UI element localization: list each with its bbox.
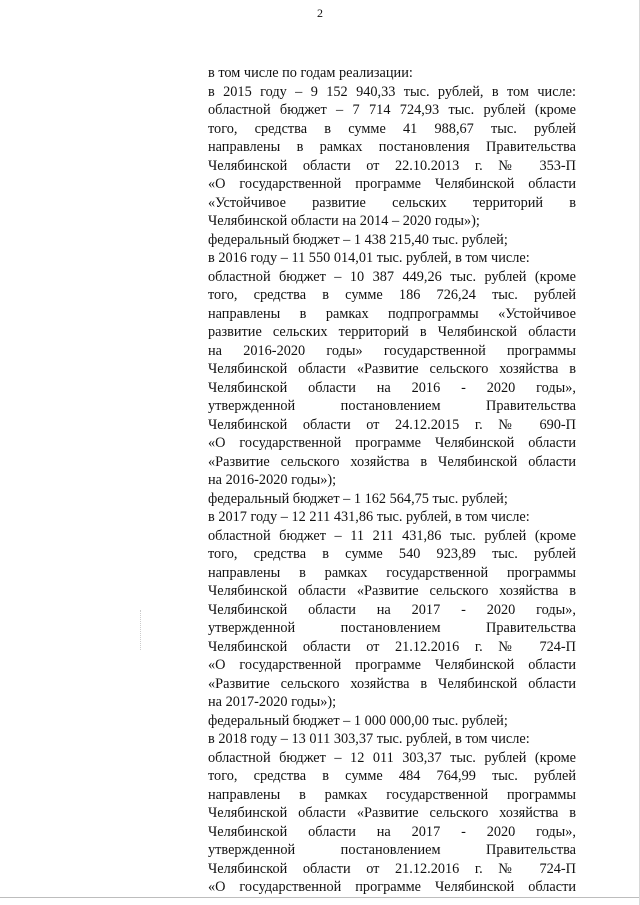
text-line: на 2016-2020 годы»); <box>208 472 337 488</box>
text-line: «Развитие сельского хозяйства в Челябинской области <box>208 453 576 470</box>
text-line: «Развитие сельского хозяйства в Челябинской области <box>208 675 576 692</box>
text-line: «О государственной программе Челябинской области <box>208 879 576 895</box>
text-line: в 2018 году – 13 011 303,37 тыс. рублей, в том числе: <box>208 731 530 747</box>
text-line: федеральный бюджет – 1 162 564,75 тыс. рублей; <box>208 490 508 507</box>
text-line: Челябинской области на 2014 – 2020 годы»); <box>208 213 480 229</box>
text-line: Челябинской области от 21.12.2016 г. № 724-П <box>208 860 576 877</box>
text-line: развитие сельских территорий в Челябинской области <box>208 324 576 340</box>
text-line: направлены в рамках государственной программы <box>208 564 576 581</box>
text-line: «О государственной программе Челябинской области <box>208 435 576 451</box>
text-line: областной бюджет – 10 387 449,26 тыс. рублей (кроме <box>208 268 576 285</box>
text-line: в 2016 году – 11 550 014,01 тыс. рублей, в том числе: <box>208 250 530 266</box>
text-line: Челябинской области «Развитие сельского хозяйства в <box>208 361 576 377</box>
text-line: в 2017 году – 12 211 431,86 тыс. рублей, в том числе: <box>208 509 530 525</box>
text-line: Челябинской области от 22.10.2013 г. № 353-П <box>208 157 576 174</box>
text-line: Челябинской области от 21.12.2016 г. № 724-П <box>208 638 576 655</box>
text-line: направлены в рамках постановления Правительства <box>208 139 576 155</box>
text-line: Челябинской области на 2017 - 2020 годы», <box>208 601 576 618</box>
scan-artifact-mark <box>140 610 143 650</box>
text-line: федеральный бюджет – 1 438 215,40 тыс. рублей; <box>208 231 508 248</box>
text-line: утвержденной постановлением Правительства <box>208 620 576 636</box>
text-line: Челябинской области на 2017 - 2020 годы», <box>208 823 576 840</box>
text-line: того, средства в сумме 484 764,99 тыс. рублей <box>208 768 576 784</box>
text-line: областной бюджет – 7 714 724,93 тыс. рублей (кроме <box>208 102 576 118</box>
text-line: на 2017-2020 годы»); <box>208 694 337 710</box>
text-line: направлены в рамках подпрограммы «Устойчивое <box>208 305 576 322</box>
text-line: в 2015 году – 9 152 940,33 тыс. рублей, в том числе: <box>208 83 576 100</box>
text-line: Челябинской области на 2016 - 2020 годы», <box>208 379 576 396</box>
text-line: областной бюджет – 11 211 431,86 тыс. рублей (кроме <box>208 527 576 544</box>
document-body-text <box>208 64 576 897</box>
text-line: «О государственной программе Челябинской области <box>208 657 576 673</box>
text-line: Челябинской области «Развитие сельского хозяйства в <box>208 805 576 821</box>
page-bottom-edge <box>0 897 640 898</box>
text-line: того, средства в сумме 540 923,89 тыс. рублей <box>208 546 576 562</box>
text-line: «О государственной программе Челябинской области <box>208 176 576 192</box>
text-line: областной бюджет – 12 011 303,37 тыс. рублей (кроме <box>208 749 576 766</box>
text-line: того, средства в сумме 186 726,24 тыс. рублей <box>208 287 576 303</box>
text-line: утвержденной постановлением Правительства <box>208 842 576 858</box>
text-line: федеральный бюджет – 1 000 000,00 тыс. рублей; <box>208 712 508 729</box>
text-line: направлены в рамках государственной программы <box>208 786 576 803</box>
text-line: того, средства в сумме 41 988,67 тыс. рублей <box>208 120 576 137</box>
text-line: на 2016-2020 годы» государственной программы <box>208 342 576 359</box>
text-line: в том числе по годам реализации: <box>208 65 413 81</box>
text-line: Челябинской области от 24.12.2015 г. № 690-П <box>208 416 576 433</box>
text-line: «Устойчивое развитие сельских территорий в <box>208 194 576 211</box>
text-line: утвержденной постановлением Правительства <box>208 398 576 414</box>
text-line: Челябинской области «Развитие сельского хозяйства в <box>208 583 576 599</box>
page-number: 2 <box>317 6 323 20</box>
